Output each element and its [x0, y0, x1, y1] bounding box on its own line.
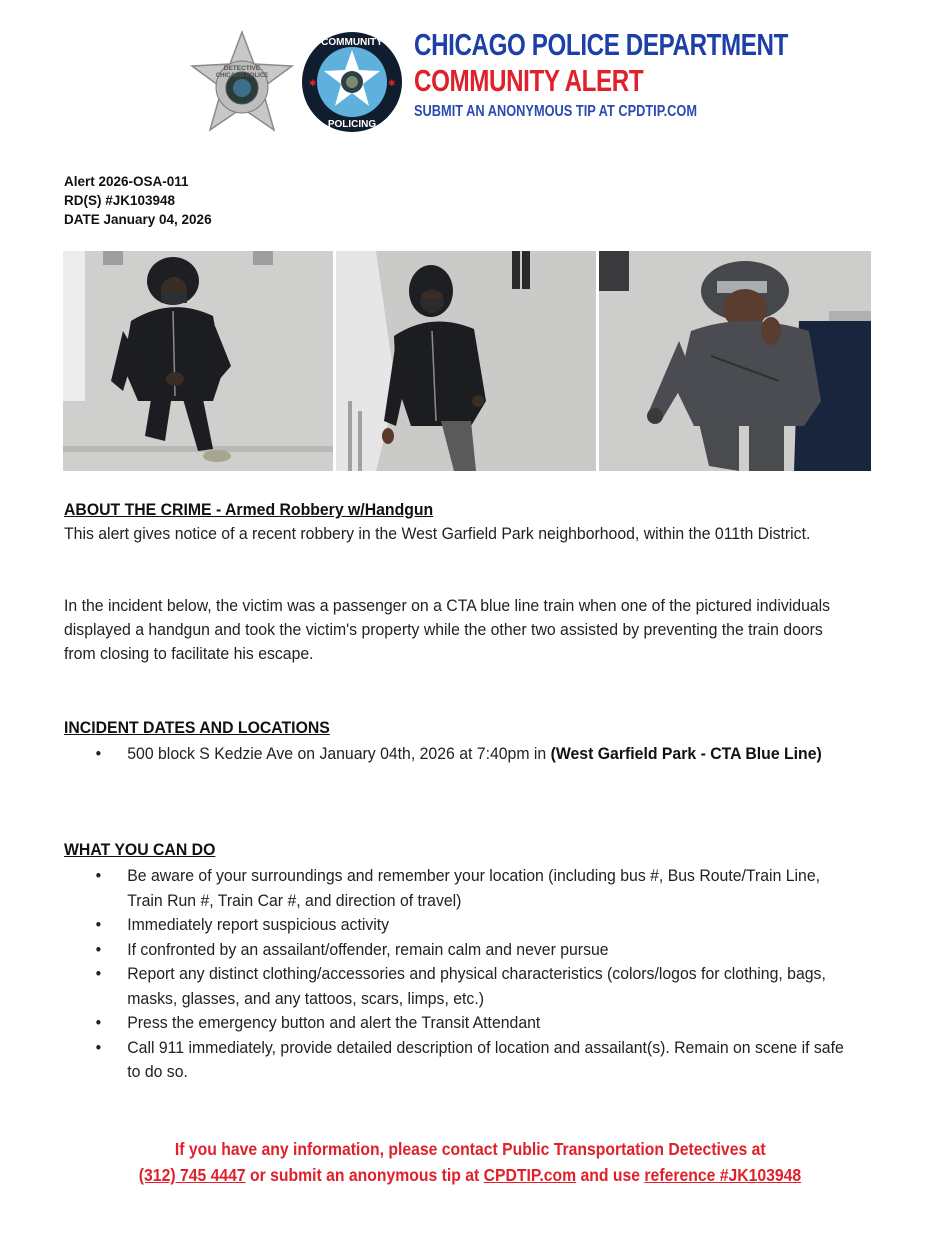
department-title: CHICAGO POLICE DEPARTMENT	[414, 27, 789, 62]
tip-item	[64, 864, 855, 913]
suspect-photo-3	[599, 251, 871, 471]
incident-location: (West Garfield Park - CTA Blue Line)	[550, 744, 822, 763]
tip-item	[64, 938, 855, 963]
tip-text: If confronted by an assailant/offender, remain calm and never pursue	[127, 939, 609, 959]
tip-item	[64, 913, 855, 938]
svg-text:POLICING: POLICING	[327, 119, 377, 130]
svg-text:COMMUNITY: COMMUNITY	[321, 37, 383, 48]
tip-item	[64, 1036, 855, 1085]
svg-text:✱: ✱	[388, 78, 396, 88]
tip-text: Report any distinct clothing/accessories and physical characteristics (colors/logos for clothing, bags, masks, glasses, and any tattoos, scars, limps, etc.)	[127, 964, 826, 1008]
phone-link[interactable]: (312) 745 4447	[138, 1165, 246, 1185]
alert-number: Alert 2026-OSA-011	[64, 174, 189, 189]
bullet-icon: •	[95, 866, 102, 885]
about-crime-paragraph-1: This alert gives notice of a recent robbery in the West Garfield Park neighborhood, within the 011th District.	[64, 524, 811, 543]
footer-text: or submit an anonymous tip at	[245, 1165, 484, 1185]
svg-text:DETECTIVE: DETECTIVE	[223, 65, 261, 72]
footer-line-1: If you have any information, please contact Public Transportation Detectives at	[174, 1139, 766, 1159]
bullet-icon: •	[95, 744, 102, 763]
bullet-icon: •	[95, 915, 102, 934]
tip-text: Be aware of your surroundings and remember your location (including bus #, Bus Route/Train Line, Train Run #, Train Car #, and direction of travel)	[127, 866, 821, 910]
svg-text:✱: ✱	[309, 78, 317, 88]
suspect-photo-1	[63, 251, 333, 471]
tip-tagline: SUBMIT AN ANONYMOUS TIP AT CPDTIP.COM	[414, 103, 698, 120]
detective-star-badge-icon	[188, 30, 296, 134]
bullet-icon: •	[95, 1037, 102, 1057]
suspect-photos	[63, 251, 871, 471]
bullet-icon: •	[95, 964, 102, 983]
what-you-can-do-list	[64, 864, 855, 1085]
what-you-can-do-heading: WHAT YOU CAN DO	[64, 840, 216, 859]
bullet-icon: •	[95, 939, 102, 959]
alert-subtitle: COMMUNITY ALERT	[414, 63, 644, 98]
footer-text: and use	[576, 1165, 645, 1185]
tip-text: Press the emergency button and alert the Transit Attendant	[127, 1013, 541, 1032]
reference-link[interactable]: reference #JK103948	[644, 1165, 802, 1185]
svg-text:CHICAGO POLICE: CHICAGO POLICE	[215, 73, 269, 79]
suspect-photo-2	[336, 251, 596, 471]
website-link[interactable]: CPDTIP.com	[483, 1165, 577, 1185]
tip-text: Call 911 immediately, provide detailed description of location and assailant(s). Remain on scene if safe to do so.	[127, 1037, 844, 1081]
contact-footer	[0, 1136, 940, 1188]
header-title-block	[414, 28, 894, 122]
about-crime-heading: ABOUT THE CRIME - Armed Robbery w/Handgun	[64, 500, 434, 519]
about-crime-paragraph-2: In the incident below, the victim was a passenger on a CTA blue line train when one of the pictured individuals displayed a handgun and took the victim's property while the other two assisted by preventing the train doors from closing to facilitate his escape.	[64, 596, 831, 663]
incident-item	[64, 742, 855, 767]
rd-number: RD(S) #JK103948	[64, 193, 176, 208]
incident-text: 500 block S Kedzie Ave on January 04th, 2026 at 7:40pm in	[127, 744, 551, 763]
bullet-icon: •	[95, 1013, 102, 1032]
alert-meta	[64, 172, 212, 229]
incidents-list	[64, 742, 855, 767]
footer-line-2	[139, 1162, 801, 1188]
alert-date: DATE January 04, 2026	[64, 212, 212, 227]
alert-header	[188, 28, 788, 138]
tip-text: Immediately report suspicious activity	[127, 915, 390, 934]
incidents-heading: INCIDENT DATES AND LOCATIONS	[64, 718, 330, 737]
tip-item	[64, 962, 855, 1011]
tip-item	[64, 1011, 855, 1036]
community-policing-badge-icon	[300, 30, 404, 134]
